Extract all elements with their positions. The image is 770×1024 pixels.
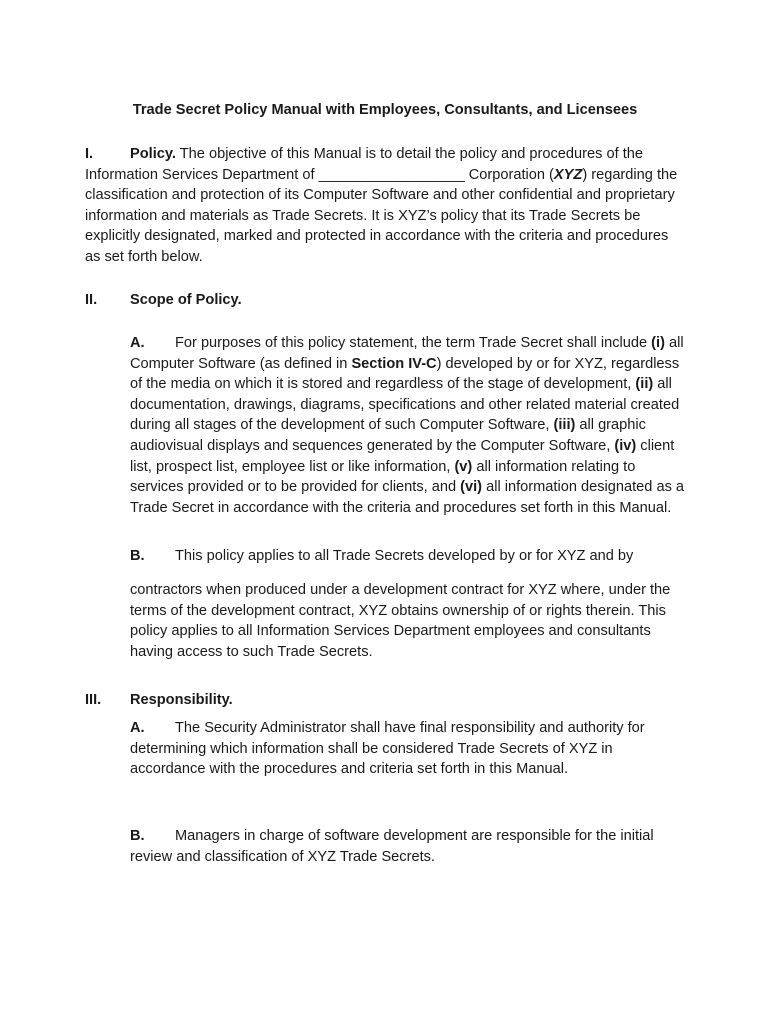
enum-iii: (iii) [553,417,576,434]
enum-i: (i) [651,335,665,351]
text-span: all documentation, drawings, diagrams, specifications and other related material created during all stages of the development of such Computer Software, [130,376,680,434]
section-2a-label: A. [130,335,145,351]
section-1-heading: Policy. [130,146,176,162]
section-1-number: I. [85,146,94,162]
section-1-paragraph [85,144,685,268]
section-2-heading: Scope of Policy. [130,292,242,308]
section-3a-label: A. [130,720,145,736]
text-span: all Computer Software (as defined in [130,335,684,372]
section-3b-text: Managers in charge of software development are responsible for the initial review and classification of XYZ Trade Secrets. [130,828,654,865]
enum-ii: (ii) [635,376,654,393]
text-span: ) developed by or for XYZ, regardless of the media on which it is stored and regardless of the stage of development, [130,355,680,393]
section-3b-label: B. [130,828,145,844]
section-3a-text: The Security Administrator shall have final responsibility and authority for determining which information shall be considered Trade Secrets of XYZ in accordance with the procedures and criteria set forth in this Manual. [130,720,645,778]
section-3-heading: Responsibility. [130,692,233,708]
section-2b-line1: This policy applies to all Trade Secrets developed by or for XYZ and by [175,548,634,564]
section-2b-first-line [130,546,685,567]
section-2a-paragraph [130,333,685,518]
section-reference: Section IV-C [351,355,437,372]
section-3-number: III. [85,692,102,708]
section-1-text-cont: ) regarding the classification and protection of its Computer Software and other confidential and proprietary information and materials as Trade Secrets. It is XYZ’s policy that its Trade Secrets be explicitly designated, marked and protected in accordance with the criteria and procedures as set forth below. [85,166,678,265]
document-title: Trade Secret Policy Manual with Employees, Consultants, and Licensees [132,102,638,118]
text-span: client list, prospect list, employee list or like information, [130,437,675,475]
section-2b-label: B. [130,548,145,564]
section-2b-continuation: contractors when produced under a development contract for XYZ where, under the terms of the development contract, XYZ obtains ownership of or rights therein. This policy applies to all Information Services Department employees and consultants having access to such Trade Secrets. [130,582,671,660]
text-span: all information designated as a Trade Secret in accordance with the criteria and procedures set forth in this Manual. [130,479,685,516]
xyz-abbrev: XYZ [553,166,583,183]
enum-iv: (iv) [614,437,637,454]
section-1-text: The objective of this Manual is to detail the policy and procedures of the Information Services Department of __________________ Corporation ( [85,146,643,183]
text-span: all information relating to services provided or to be provided for clients, and [130,458,636,496]
text-span: all graphic audiovisual displays and sequences generated by the Computer Software, [130,417,646,454]
section-3b-paragraph [130,826,685,867]
enum-v: (v) [454,458,473,475]
section-2-number: II. [85,292,98,308]
section-3a-paragraph [130,718,685,780]
enum-vi: (vi) [460,479,483,496]
text-span: For purposes of this policy statement, the term Trade Secret shall include [175,335,652,351]
